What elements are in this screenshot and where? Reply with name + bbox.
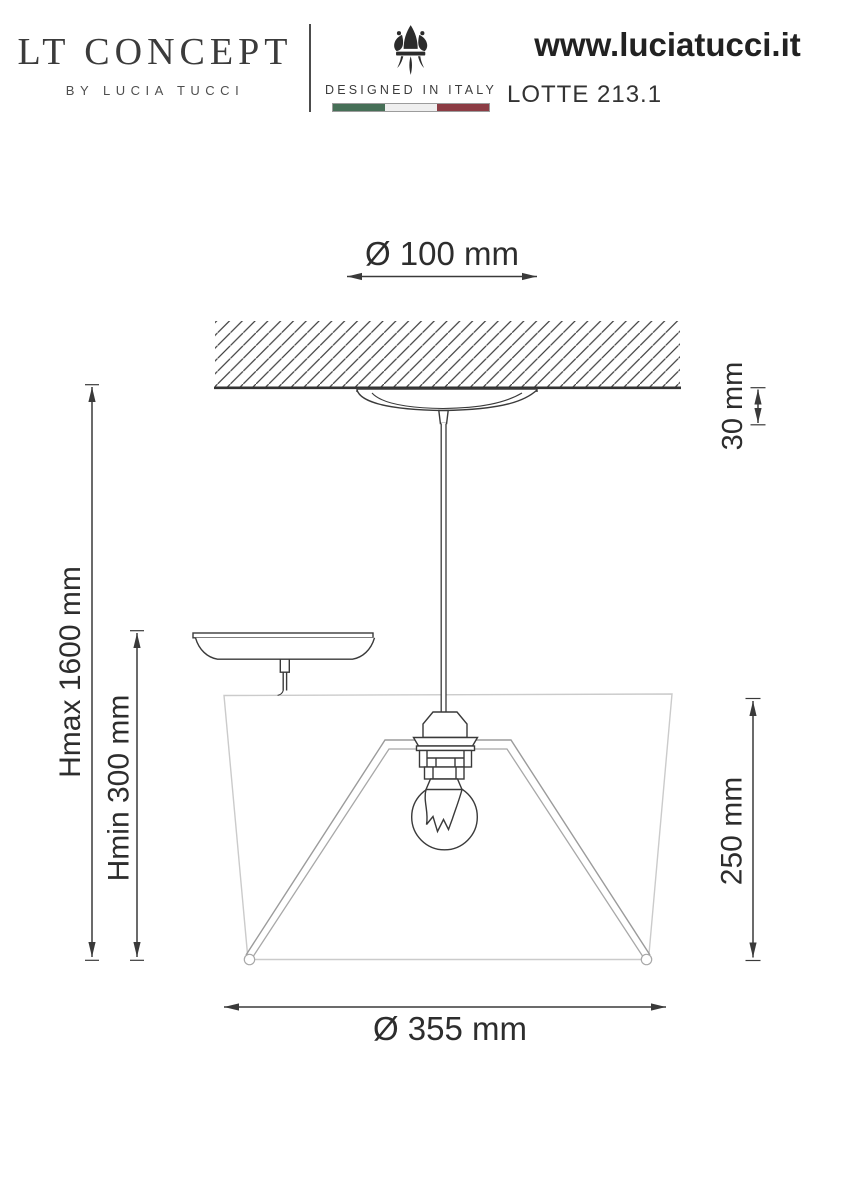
dim-label-canopy-diameter: Ø 100 mm <box>364 235 520 272</box>
site-url: www.luciatucci.it <box>534 26 801 63</box>
dim-height-min <box>103 631 145 961</box>
brand-title: LT CONCEPT <box>17 31 293 73</box>
dim-label-height-max: Hmax 1600 mm <box>54 566 87 778</box>
ceiling-hatch <box>214 321 681 388</box>
designed-in-italy-label: DESIGNED IN ITALY <box>324 83 497 97</box>
lamp-socket <box>414 712 478 779</box>
suspension-cord <box>441 423 446 713</box>
dim-label-canopy-height: 30 mm <box>717 361 749 451</box>
dim-canopy-diameter <box>347 235 537 277</box>
dim-label-height-min: Hmin 300 mm <box>102 694 136 882</box>
ceiling-canopy <box>357 388 537 424</box>
dim-label-shade-diameter: Ø 355 mm <box>372 1010 528 1047</box>
brand-subtitle: BY LUCIA TUCCI <box>65 83 245 98</box>
canopy-side-view <box>193 633 375 695</box>
dim-height-max <box>54 385 99 961</box>
light-bulb <box>412 779 478 850</box>
model-number: LOTTE 213.1 <box>507 81 663 108</box>
dim-shade-height <box>716 699 761 961</box>
dim-label-shade-height: 250 mm <box>715 776 749 886</box>
dim-canopy-height <box>717 362 766 451</box>
dim-shade-diameter <box>224 1007 666 1047</box>
